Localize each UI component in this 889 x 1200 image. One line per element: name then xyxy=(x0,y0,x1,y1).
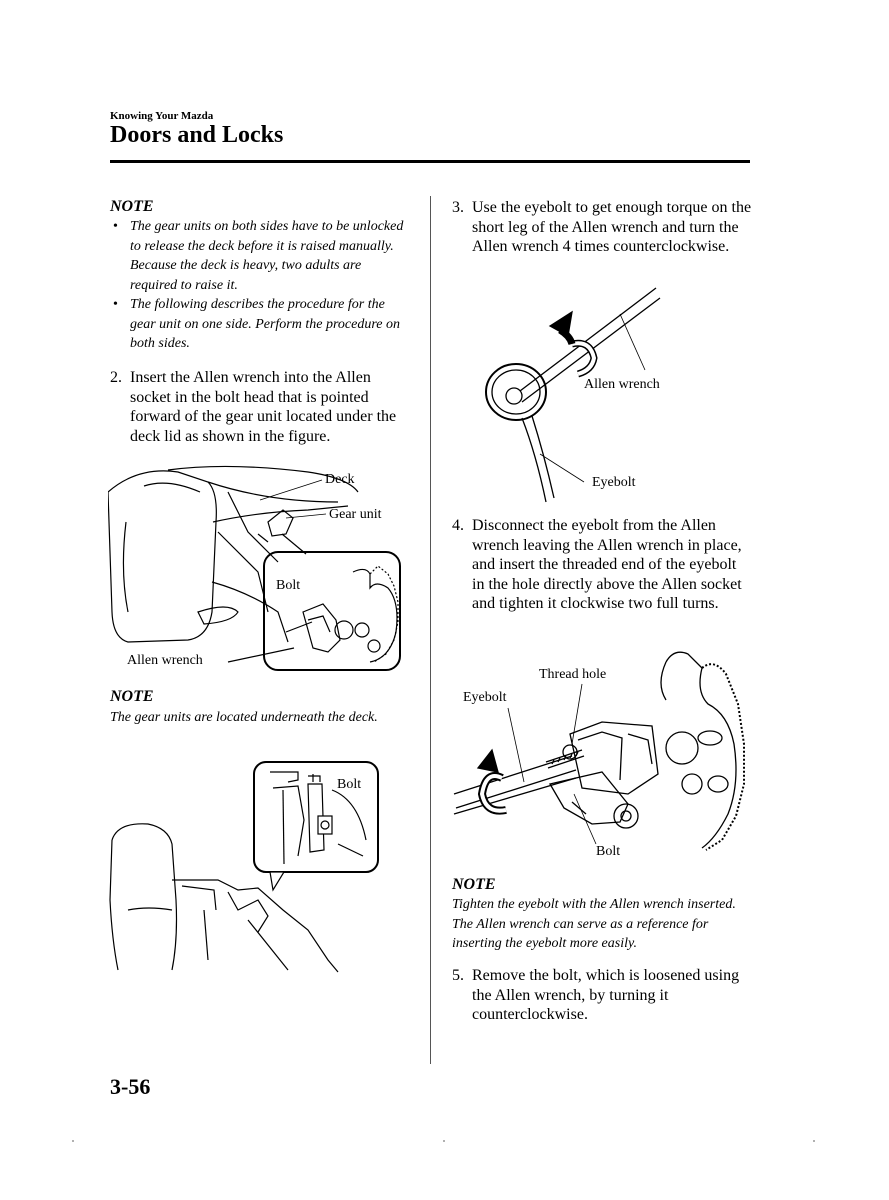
note-list xyxy=(110,217,410,354)
step-number: 3. xyxy=(452,199,464,216)
print-mark xyxy=(72,1140,74,1142)
step-text: Disconnect the eyebolt from the Allen wrench leaving the Allen wrench in place, and insert the threaded end of the eyebolt in the hole directly above the Allen socket and tighten it clockwise two full turns. xyxy=(472,517,742,612)
step-text: Remove the bolt, which is loosened using the Allen wrench, by turning it counterclockwise. xyxy=(472,967,740,1023)
figure-label-allen-wrench: Allen wrench xyxy=(584,377,660,392)
print-mark xyxy=(813,1140,815,1142)
note-block-2 xyxy=(110,688,410,728)
step-number: 5. xyxy=(452,967,464,984)
print-mark xyxy=(443,1140,445,1142)
figure-label-eyebolt: Eyebolt xyxy=(463,690,507,705)
page-title: Doors and Locks xyxy=(110,122,284,148)
step-text: Insert the Allen wrench into the Allen socket in the bolt head that is pointed forward of the gear unit located under the deck lid as shown in the figure. xyxy=(130,369,397,445)
section-label: Knowing Your Mazda xyxy=(110,110,214,122)
note-text: Tighten the eyebolt with the Allen wrench inserted. The Allen wrench can serve as a reference for inserting the eyebolt more easily. xyxy=(452,897,736,951)
note-item: • The gear units on both sides have to be unlocked to release the deck before it is raised manually. Because the deck is heavy, two adults are required to raise it. xyxy=(110,217,410,295)
note-block-3 xyxy=(452,876,752,954)
step-text: Use the eyebolt to get enough torque on the short leg of the Allen wrench and turn the Allen wrench 4 times counterclockwise. xyxy=(472,199,752,255)
figure-label-eyebolt: Eyebolt xyxy=(592,475,636,490)
note-block-1 xyxy=(110,198,410,354)
column-divider xyxy=(430,196,431,1064)
note-heading: NOTE xyxy=(110,688,154,705)
note-heading: NOTE xyxy=(110,198,154,215)
figure-label-bolt: Bolt xyxy=(596,844,621,859)
step-5 xyxy=(452,966,752,1025)
figure-label-thread-hole: Thread hole xyxy=(539,667,607,682)
note-heading: NOTE xyxy=(452,876,496,893)
figure-label-bolt: Bolt xyxy=(337,777,362,792)
note-text: The gear units are located underneath the deck. xyxy=(110,710,378,725)
step-number: 2. xyxy=(110,369,122,386)
step-4 xyxy=(452,516,752,614)
title-rule xyxy=(110,160,750,163)
eyebolt-torque-figure xyxy=(480,284,680,506)
note-item: • The following describes the procedure for the gear unit on one side. Perform the procedure on both sides. xyxy=(110,295,410,354)
figure-label-allen-wrench: Allen wrench xyxy=(127,653,203,668)
figure-label-bolt: Bolt xyxy=(276,578,301,593)
step-2 xyxy=(110,368,410,446)
page-number: 3-56 xyxy=(110,1074,151,1099)
step-number: 4. xyxy=(452,517,464,534)
figure-label-deck: Deck xyxy=(325,472,355,487)
step-3 xyxy=(452,198,752,257)
gear-unit-location-figure xyxy=(108,462,408,674)
figure-label-gear-unit: Gear unit xyxy=(329,507,382,522)
